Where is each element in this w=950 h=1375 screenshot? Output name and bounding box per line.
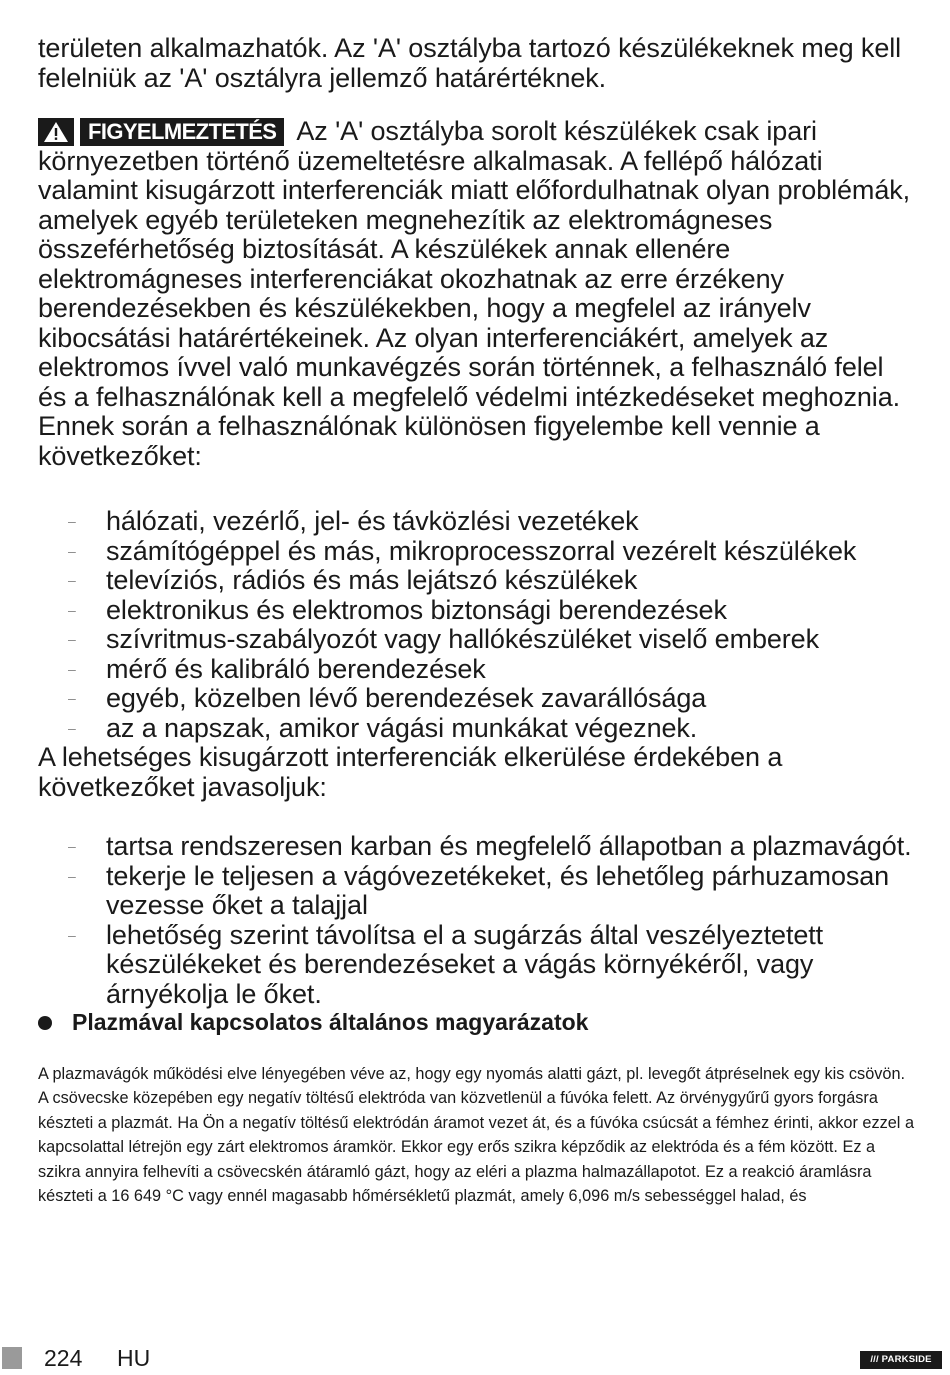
interference-list: [38, 507, 918, 743]
warning-label: FIGYELMEZTETÉS: [80, 118, 284, 146]
dash-icon: –: [68, 867, 76, 884]
page-number: 224: [44, 1345, 83, 1371]
dash-icon: –: [68, 838, 76, 854]
warning-badge: [38, 118, 284, 146]
warning-paragraph: [38, 117, 918, 471]
list-item-text: televíziós, rádiós és más lejátszó készülékek: [106, 565, 638, 595]
dash-icon: –: [68, 719, 76, 736]
list-item-text: mérő és kalibráló berendezések: [106, 653, 486, 684]
language-code: HU: [117, 1345, 151, 1371]
paragraph-intro: területen alkalmazhatók. Az 'A' osztályba tartozó készülékeknek meg kell felelniük az 'A' osztályra jellemző határértéknek.: [38, 33, 902, 93]
warning-text: Az 'A' osztályba sorolt készülékek csak ipari környezetben történő üzemeltetésre alkalmasak. A fellépő hálózati valamint kisugárzott interferenciák miatt előfordulhatnak olyan problémák, amelyek egyéb területeken megnehezítik az elektromágneses összeférhetőség biztosítását. A készülékek annak ellenére elektromágneses interferenciákat okozhatnak az erre érzékeny berendezésekben és készülékekben, hogy a megfelel az irányelv kibocsátási határértékeinek. Az olyan interferenciákért, amelyek az elektromos ívvel való munkavégzés során történnek, a felhasználó felel és a felhasználónak kell a megfelelő védelmi intézkedéseket meghoznia. Ennek során a felhasználónak különösen figyelembe kell vennie a következőket:: [38, 116, 911, 471]
list-item-text: elektronikus és elektromos biztonsági berendezések: [106, 594, 727, 625]
section-heading-text: Plazmával kapcsolatos általános magyarázatok: [72, 1009, 589, 1035]
list-item: [38, 714, 918, 744]
list-item: [38, 596, 918, 626]
list-item-text: lehetőség szerint távolítsa el a sugárzás által veszélyeztetett készülékeket és berendezéseket a vágás környékéről, vagy árnyékolja le őket.: [106, 919, 824, 1009]
bullet-icon: [38, 1016, 52, 1030]
list-item-text: egyéb, közelben lévő berendezések zavarállósága: [106, 683, 707, 713]
dash-icon: –: [68, 631, 76, 647]
section-heading: [38, 1009, 918, 1036]
page-footer: [0, 1345, 950, 1375]
list-item: [38, 921, 918, 1010]
dash-icon: –: [68, 601, 76, 618]
list-item-text: tartsa rendszeresen karban és megfelelő állapotban a plazmavágót.: [106, 831, 912, 861]
brand-logo: /// PARKSIDE: [860, 1351, 942, 1369]
page-content: [38, 34, 918, 1208]
dash-icon: –: [68, 926, 76, 943]
list-item: [38, 832, 918, 862]
body-text: A plazmavágók működési elve lényegében véve az, hogy egy nyomás alatti gázt, pl. levegőt átpréselnek egy kis csövön. A csövecske közepében egy negatív töltésű elektróda van közvetlenül a fúvóka felett. Az örvénygyűrű gyors forgásra készteti a plazmát. Ha Ön a negatív töltésű elektródán áramot vezet át, és a fúvóka csúcsát a fémhez érinti, akkor ezzel a kapcsolattal létrejön egy zárt elektromos áramkör. Ekkor egy erős szikra képződik az elektróda és a fém között. Ez a szikra annyira felhevíti a csövecskén átáramló gázt, hogy az eléri a plazma halmazállapotot. Ez a reakció áramlásra készteti a 16 649 °C vagy ennél magasabb hőmérsékletű plazmát, amely 6,096 m/s sebességgel halad, és: [38, 1065, 915, 1206]
list-item-text: számítógéppel és más, mikroprocesszorral vezérelt készülékek: [106, 535, 857, 566]
warning-triangle-icon: [38, 118, 74, 146]
list-item: [38, 507, 918, 537]
recommendation-list: [38, 832, 918, 1009]
paragraph-recommendation: A lehetséges kisugárzott interferenciák elkerülése érdekében a következőket javasoljuk:: [38, 742, 783, 802]
list-item-text: tekerje le teljesen a vágóvezetékeket, és lehetőleg párhuzamosan vezesse őket a talajjal: [106, 860, 890, 920]
list-item-text: hálózati, vezérlő, jel- és távközlési vezetékek: [106, 506, 639, 536]
footer-square-icon: [2, 1347, 22, 1369]
dash-icon: –: [68, 542, 76, 559]
dash-icon: –: [68, 690, 76, 706]
dash-icon: –: [68, 572, 76, 588]
list-item-text: szívritmus-szabályozót vagy hallókészüléket viselő emberek: [106, 624, 819, 654]
list-item: [38, 537, 918, 567]
list-item: [38, 655, 918, 685]
list-item-text: az a napszak, amikor vágási munkákat végeznek.: [106, 712, 698, 743]
list-item: [38, 625, 918, 655]
list-item: [38, 684, 918, 714]
dash-icon: –: [68, 513, 76, 529]
list-item: [38, 862, 918, 921]
list-item: [38, 566, 918, 596]
dash-icon: –: [68, 660, 76, 677]
